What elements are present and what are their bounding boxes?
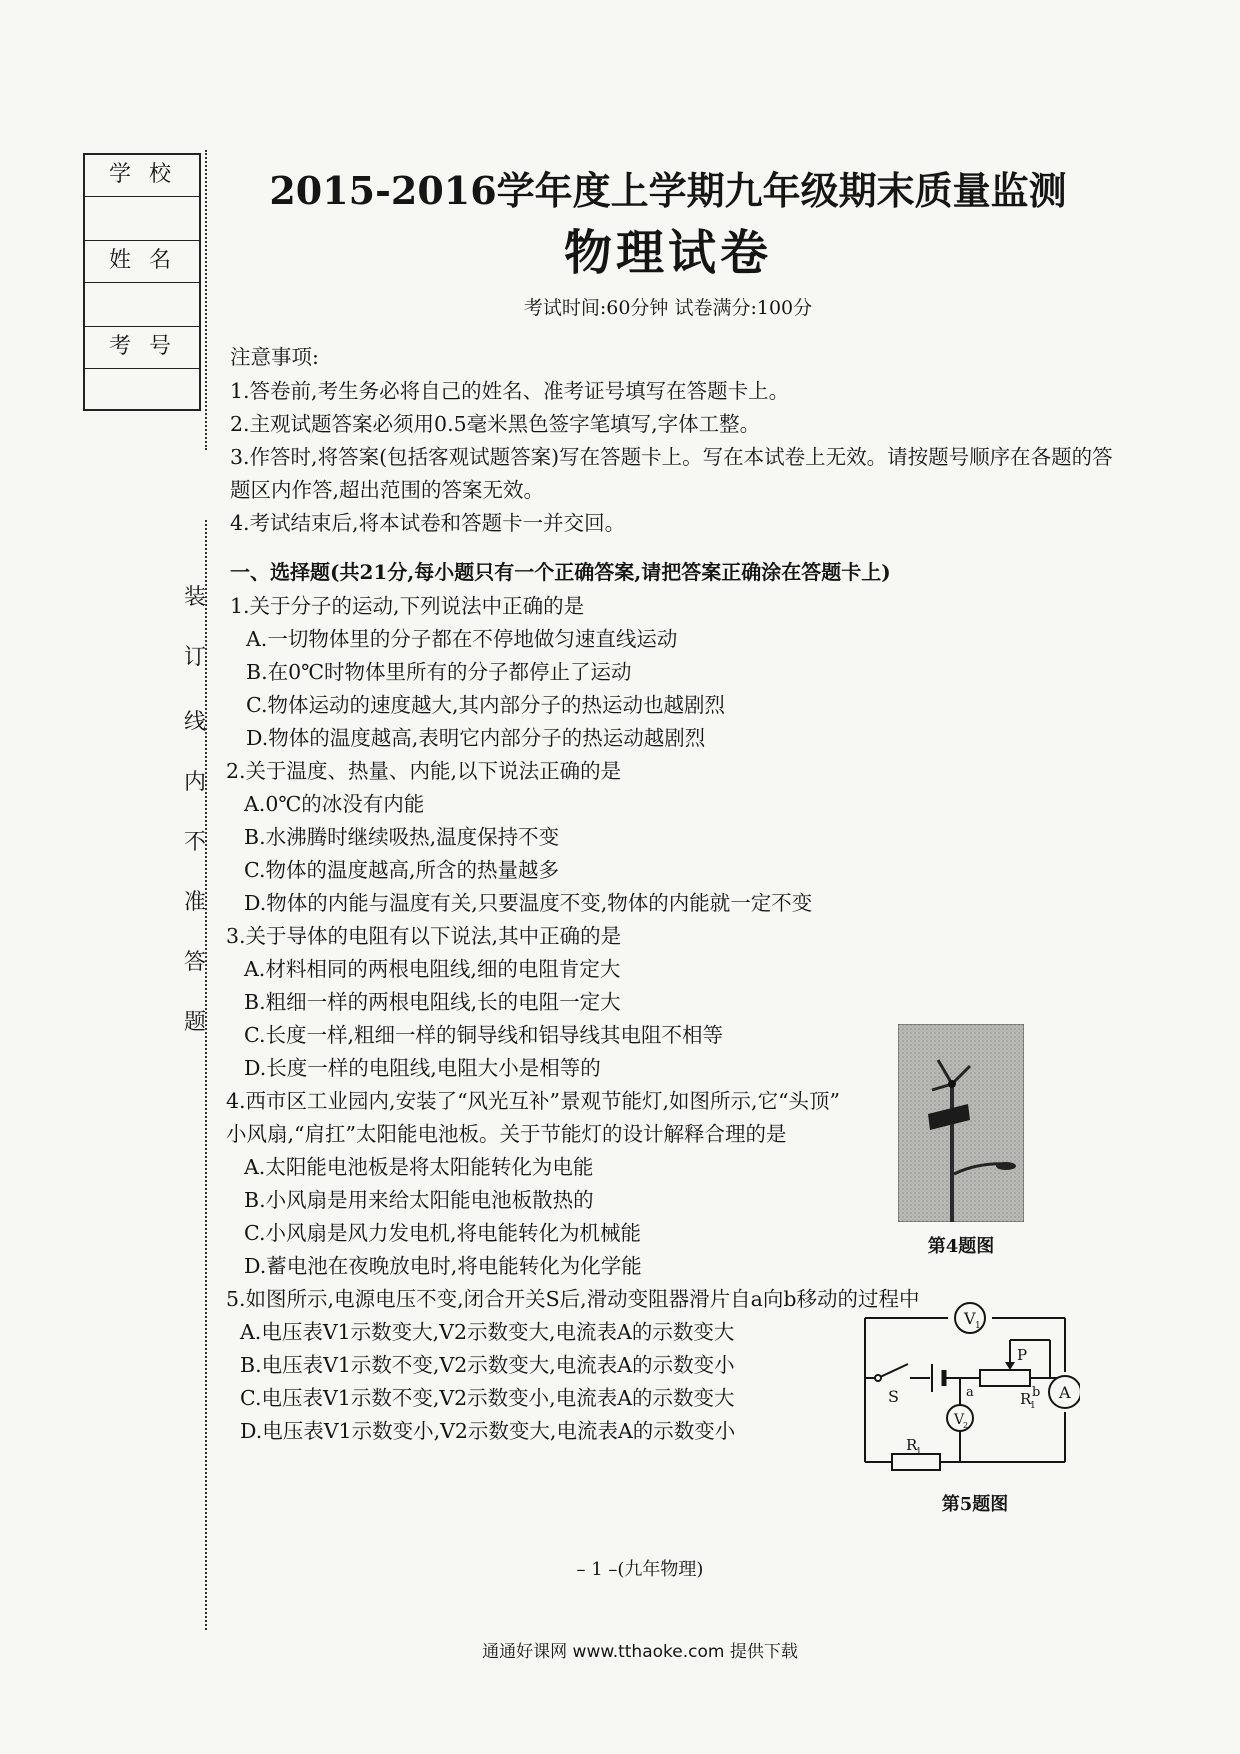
question-option: B.小风扇是用来给太阳能电池板散热的 (244, 1188, 594, 1212)
question-option: D.物体的内能与温度有关,只要温度不变,物体的内能就一定不变 (244, 891, 813, 915)
binding-dotted-line-top (205, 150, 207, 450)
binding-char: 订 (184, 645, 207, 670)
exam-subtitle: 物理试卷 (563, 225, 772, 281)
question-stem: 1.关于分子的运动,下列说法中正确的是 (230, 594, 585, 618)
question-stem: 3.关于导体的电阻有以下说法,其中正确的是 (226, 924, 622, 948)
notes-item: 2.主观试题答案必须用0.5毫米黑色签字笔填写,字体工整。 (230, 412, 761, 436)
circuit-diagram (860, 1300, 1080, 1485)
question-option: D.长度一样的电阻线,电阻大小是相等的 (244, 1056, 601, 1080)
question-option: A.一切物体里的分子都在不停地做匀速直线运动 (246, 627, 678, 651)
exam-title: 2015-2016学年度上学期九年级期末质量监测 (269, 168, 1067, 213)
rheostat (980, 1370, 1030, 1386)
v1-sub: 1 (975, 1321, 981, 1331)
slider-label: P (1017, 1346, 1028, 1364)
wind-solar-lamp-photo (898, 1024, 1024, 1222)
fig4-caption: 第4题图 (927, 1236, 995, 1257)
binding-char: 线 (184, 710, 207, 735)
notes-item: 1.答卷前,考生务必将自己的姓名、准考证号填写在答题卡上。 (230, 379, 790, 403)
name-label: 姓名 (108, 248, 189, 273)
v2-label: V (954, 1412, 965, 1428)
binding-char: 内 (184, 770, 207, 795)
question-option: C.小风扇是风力发电机,将电能转化为机械能 (244, 1221, 641, 1245)
question-option: A.材料相同的两根电阻线,细的电阻肯定大 (244, 957, 621, 981)
exam-no-label: 考号 (108, 334, 189, 359)
binding-char: 装 (184, 585, 207, 610)
section-title: 一、选择题(共21分,每小题只有一个正确答案,请把答案正确涂在答题卡上) (230, 560, 891, 584)
exam-no-value-cell (85, 369, 199, 409)
binding-char: 答 (184, 950, 207, 975)
school-value-cell (85, 197, 199, 241)
question-option: A.电压表V1示数变大,V2示数变大,电流表A的示数变大 (240, 1320, 735, 1344)
student-info-table (83, 153, 201, 411)
footer-watermark: 通通好课网 www.tthaoke.com 提供下载 (482, 1642, 798, 1662)
binding-char: 不 (184, 830, 207, 855)
slider-arrow (1005, 1362, 1015, 1370)
notes-heading: 注意事项: (230, 345, 319, 369)
question-option: B.电压表V1示数不变,V2示数变大,电流表A的示数变小 (240, 1353, 735, 1377)
question-option: C.长度一样,粗细一样的铜导线和铝导线其电阻不相等 (244, 1023, 723, 1047)
switch-label: S (888, 1387, 899, 1406)
page-number: – 1 –(九年物理) (576, 1559, 704, 1580)
question-stem: 4.西市区工业园内,安装了“风光互补”景观节能灯,如图所示,它“头顶” (226, 1089, 841, 1113)
question-option: A.0℃的冰没有内能 (244, 792, 425, 816)
v2-sub: 2 (963, 1421, 969, 1430)
binding-char: 准 (184, 890, 207, 915)
v1-label: V (964, 1309, 976, 1328)
question-stem: 2.关于温度、热量、内能,以下说法正确的是 (226, 759, 622, 783)
question-option: D.物体的温度越高,表明它内部分子的热运动越剧烈 (246, 726, 706, 750)
question-stem: 5.如图所示,电源电压不变,闭合开关S后,滑动变阻器滑片自a向b移动的过程中 (226, 1287, 920, 1311)
question-option: D.蓄电池在夜晚放电时,将电能转化为化学能 (244, 1254, 642, 1278)
resistor-sub: 1 (916, 1447, 922, 1457)
end-b-label: b (1032, 1385, 1041, 1400)
question-option: C.物体的温度越高,所含的热量越多 (244, 858, 559, 882)
question-option: B.在0℃时物体里所有的分子都停止了运动 (246, 660, 632, 684)
question-option: C.物体运动的速度越大,其内部分子的热运动也越剧烈 (246, 693, 725, 717)
notes-item: 4.考试结束后,将本试卷和答题卡一并交回。 (230, 511, 626, 535)
question-option: C.电压表V1示数不变,V2示数变小,电流表A的示数变大 (240, 1386, 735, 1410)
notes-item: 题区内作答,超出范围的答案无效。 (230, 478, 545, 502)
school-label-cell (85, 155, 199, 197)
lamp-head (996, 1162, 1016, 1170)
question-option: A.太阳能电池板是将太阳能转化为电能 (244, 1155, 594, 1179)
question-stem: 小风扇,“肩扛”太阳能电池板。关于节能灯的设计解释合理的是 (226, 1122, 787, 1146)
name-value-cell (85, 283, 199, 327)
rheostat-sub: 1 (1030, 1401, 1036, 1411)
binding-char: 题 (184, 1010, 207, 1035)
fig5-caption: 第5题图 (941, 1494, 1009, 1515)
ammeter-label: A (1059, 1383, 1071, 1402)
exam-time-score: 考试时间:60分钟 试卷满分:100分 (523, 297, 813, 319)
rheostat-label: R (1020, 1390, 1032, 1408)
name-label-cell (85, 241, 199, 283)
switch-pivot (875, 1375, 881, 1381)
lamp-pole (950, 1084, 954, 1222)
resistor-label: R (906, 1436, 918, 1454)
end-a-label: a (966, 1385, 974, 1400)
question-option: D.电压表V1示数变小,V2示数变大,电流表A的示数变小 (240, 1419, 736, 1443)
question-option: B.水沸腾时继续吸热,温度保持不变 (244, 825, 560, 849)
question-option: B.粗细一样的两根电阻线,长的电阻一定大 (244, 990, 621, 1014)
exam-no-label-cell (85, 327, 199, 369)
binding-dotted-line (205, 520, 207, 1630)
notes-item: 3.作答时,将答案(包括客观试题答案)写在答题卡上。写在本试卷上无效。请按题号顺序在各题的答 (230, 445, 1113, 469)
school-label: 学校 (108, 162, 189, 187)
